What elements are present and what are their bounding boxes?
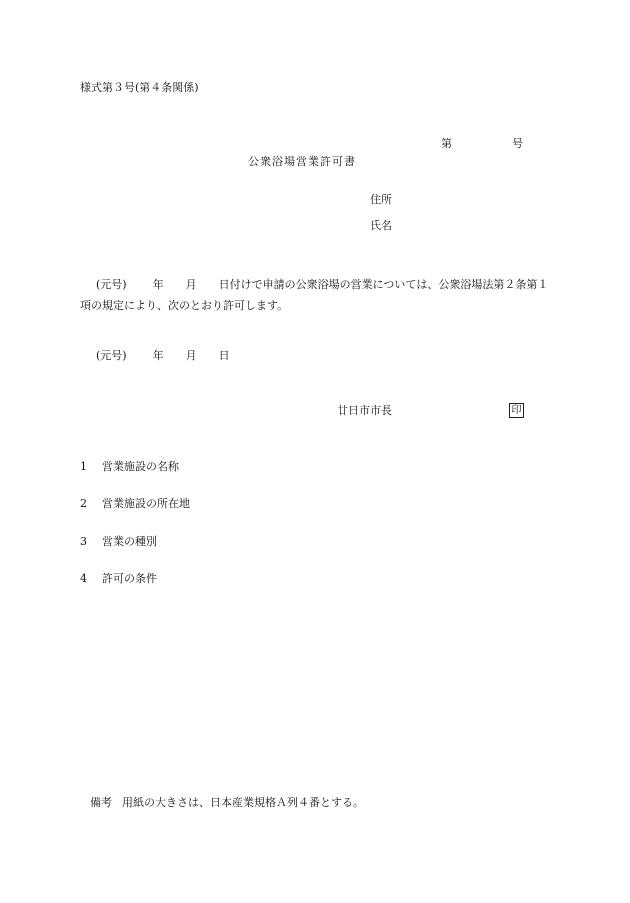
statement-era: (元号): [96, 278, 127, 291]
seal-mark: 印: [509, 403, 524, 418]
name-label: 氏名: [370, 219, 392, 232]
form-number: 様式第３号(第４条関係): [80, 81, 199, 94]
item-business-type: [80, 535, 157, 549]
item-number: 1: [80, 460, 87, 473]
remark-label: 備考: [90, 796, 112, 809]
address-label: 住所: [370, 193, 392, 206]
item-permit-conditions: [80, 572, 157, 586]
statement-month: 月: [185, 278, 197, 291]
item-facility-location: [80, 497, 190, 511]
issuer-title: 廿日市市長: [337, 404, 392, 417]
item-number: 2: [80, 497, 87, 510]
item-label: 営業施設の所在地: [102, 497, 190, 510]
issue-month: 月: [185, 349, 197, 362]
document-number-label: 第: [441, 137, 452, 150]
permit-statement: [80, 274, 550, 316]
issue-year: 年: [152, 349, 164, 362]
item-label: 許可の条件: [102, 572, 157, 585]
issue-date: [96, 349, 230, 363]
item-label: 営業施設の名称: [102, 460, 179, 473]
remark-text: 用紙の大きさは、日本産業規格Ａ列４番とする。: [122, 796, 364, 809]
item-number: 3: [80, 535, 87, 548]
item-number: 4: [80, 572, 87, 585]
statement-year: 年: [152, 278, 164, 291]
item-facility-name: [80, 460, 179, 474]
document-number-suffix: 号: [512, 137, 523, 150]
issue-era: (元号): [96, 349, 127, 362]
issue-day: 日: [218, 349, 230, 362]
document-title: 公衆浴場営業許可書: [248, 155, 356, 168]
statement-text: 日付けで申請の公衆浴場の営業については、公衆浴場法第２条第１項の規定により、次のとおり許可します。: [80, 278, 549, 312]
item-label: 営業の種別: [102, 535, 157, 548]
remark: [90, 796, 364, 810]
